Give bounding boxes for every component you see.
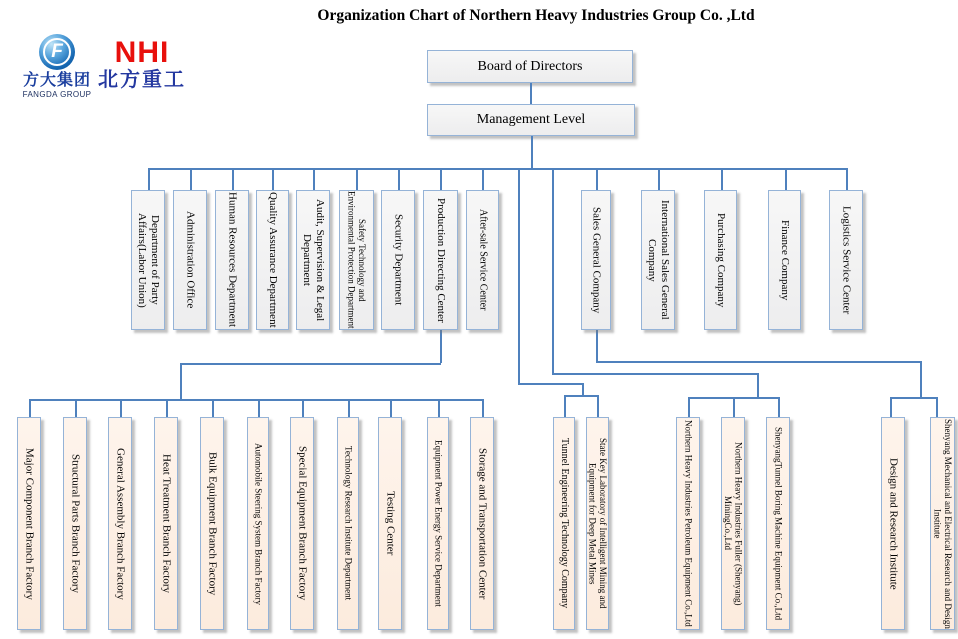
fangda-cn-name: 方大集团 bbox=[22, 72, 91, 89]
org-box-production-directing-center: Production Directing Center bbox=[423, 190, 458, 330]
connector-line bbox=[778, 397, 780, 417]
connector-line bbox=[232, 168, 234, 190]
connector-line bbox=[120, 399, 122, 417]
org-box-bulk-equipment-branch-factory: Bulk Equipment Branch Factory bbox=[200, 417, 224, 630]
org-box-design-and-research-institute: Design and Research Institute bbox=[881, 417, 905, 630]
connector-line bbox=[438, 399, 440, 417]
connector-line bbox=[482, 399, 484, 417]
connector-line bbox=[440, 330, 442, 363]
org-box-board-of-directors: Board of Directors bbox=[427, 50, 633, 83]
nhi-cn-name: 北方重工 bbox=[98, 69, 186, 91]
org-box-general-assembly-branch-factory: General Assembly Branch Factory bbox=[108, 417, 132, 630]
org-box-nhi-petroleum-equipment: Northern Heavy Industries Petroleum Equipment Co.,Ltd bbox=[676, 417, 700, 630]
connector-line bbox=[258, 399, 260, 417]
connector-line bbox=[936, 397, 938, 417]
connector-line bbox=[348, 399, 350, 417]
connector-line bbox=[518, 383, 583, 385]
connector-line bbox=[518, 168, 520, 384]
org-box-technology-research-institute-department: Technology Research Institute Department bbox=[337, 417, 359, 630]
connector-line bbox=[596, 361, 921, 363]
connector-line bbox=[302, 399, 304, 417]
fangda-f-glyph: F bbox=[43, 38, 71, 66]
connector-line bbox=[658, 168, 660, 190]
org-box-automobile-steering-branch-factory: Automobile Steering System Branch Factory bbox=[247, 417, 269, 630]
org-box-special-equipment-branch-factory: Special Equipment Branch Factory bbox=[290, 417, 314, 630]
connector-line bbox=[920, 361, 922, 398]
fangda-logo bbox=[16, 34, 98, 99]
connector-line bbox=[482, 168, 484, 190]
org-box-shenyang-mechanical-electrical-institute: Shenyang Mechanical and Electrical Research and Design Institute bbox=[930, 417, 955, 630]
connector-line bbox=[356, 168, 358, 190]
connector-line bbox=[597, 395, 599, 417]
org-box-purchasing-company: Purchasing Company bbox=[704, 190, 737, 330]
connector-line bbox=[564, 395, 598, 397]
org-box-heat-treatment-branch-factory: Heat Treatment Branch Factory bbox=[154, 417, 178, 630]
org-box-administration-office: Administration Office bbox=[173, 190, 207, 330]
connector-line bbox=[564, 395, 566, 417]
page-title: Organization Chart of Northern Heavy Industries Group Co. ,Ltd bbox=[317, 7, 755, 24]
nhi-logo bbox=[96, 38, 188, 92]
connector-line bbox=[272, 168, 274, 190]
org-box-equipment-power-energy-service-department: Equipment Power Energy Service Department bbox=[427, 417, 449, 630]
connector-line bbox=[757, 373, 759, 398]
connector-line bbox=[688, 397, 690, 417]
connector-line bbox=[212, 399, 214, 417]
org-box-finance-company: Finance Company bbox=[768, 190, 801, 330]
connector-line bbox=[29, 399, 483, 401]
connector-line bbox=[440, 168, 442, 190]
connector-line bbox=[552, 168, 554, 374]
connector-line bbox=[180, 363, 441, 365]
org-box-audit-supervision-legal-department: Audit, Supervision & Legal Department bbox=[296, 190, 330, 330]
connector-line bbox=[75, 399, 77, 417]
org-box-party-affairs-department: Department of Party Affairs(Labor Union) bbox=[131, 190, 165, 330]
org-box-structural-parts-branch-factory: Structural Parts Branch Factory bbox=[63, 417, 87, 630]
org-box-nhi-fuller-shenyang-mining: Northern Heavy Industries Fuller (Shenyang) MiningCo.,Ltd bbox=[721, 417, 745, 630]
connector-line bbox=[313, 168, 315, 190]
org-box-state-key-laboratory: State Key Laboratory of Intelligent Mining and Equipment for Deep Metal Mines bbox=[586, 417, 609, 630]
connector-line bbox=[531, 136, 533, 169]
org-box-shenyang-tunnel-boring-machine: ShenyangTunnel Boring Machine Equipment Co.,Ltd bbox=[766, 417, 790, 630]
connector-line bbox=[180, 363, 182, 399]
nhi-abbr: NHI bbox=[114, 36, 170, 69]
connector-line bbox=[190, 168, 192, 190]
org-box-tunnel-engineering-technology-company: Tunnel Engineering Technology Company bbox=[553, 417, 575, 630]
fangda-globe-icon bbox=[39, 34, 75, 70]
connector-line bbox=[846, 168, 848, 190]
connector-line bbox=[398, 168, 400, 190]
org-box-human-resources-department: Human Resources Department bbox=[215, 190, 249, 330]
connector-line bbox=[890, 397, 892, 417]
org-box-after-sale-service-center: After-sale Service Center bbox=[466, 190, 499, 330]
connector-line bbox=[785, 168, 787, 190]
org-box-sales-general-company: Sales General Company bbox=[581, 190, 611, 330]
fangda-en-name: FANGDA GROUP bbox=[22, 89, 92, 99]
org-box-major-component-branch-factory: Major Component Branch Factory bbox=[17, 417, 41, 630]
connector-line bbox=[733, 397, 735, 417]
connector-line bbox=[890, 397, 937, 399]
org-box-logistics-service-center: Logistics Service Center bbox=[829, 190, 863, 330]
connector-line bbox=[148, 168, 847, 170]
connector-line bbox=[390, 399, 392, 417]
connector-line bbox=[596, 168, 598, 190]
org-box-storage-and-transportation-center: Storage and Transportation Center bbox=[470, 417, 494, 630]
org-box-safety-environmental-department: Safety Technology and Environmental Protection Department bbox=[339, 190, 374, 330]
connector-line bbox=[596, 330, 598, 361]
org-box-quality-assurance-department: Quality Assurance Department bbox=[256, 190, 289, 330]
connector-line bbox=[530, 83, 532, 104]
org-box-international-sales-general-company: International Sales General Company bbox=[641, 190, 675, 330]
connector-line bbox=[166, 399, 168, 417]
org-box-security-department: Security Department bbox=[381, 190, 415, 330]
connector-line bbox=[148, 168, 150, 190]
connector-line bbox=[721, 168, 723, 190]
connector-line bbox=[29, 399, 31, 417]
org-box-management-level: Management Level bbox=[427, 104, 635, 136]
connector-line bbox=[552, 373, 758, 375]
org-box-testing-center: Testing Center bbox=[378, 417, 402, 630]
